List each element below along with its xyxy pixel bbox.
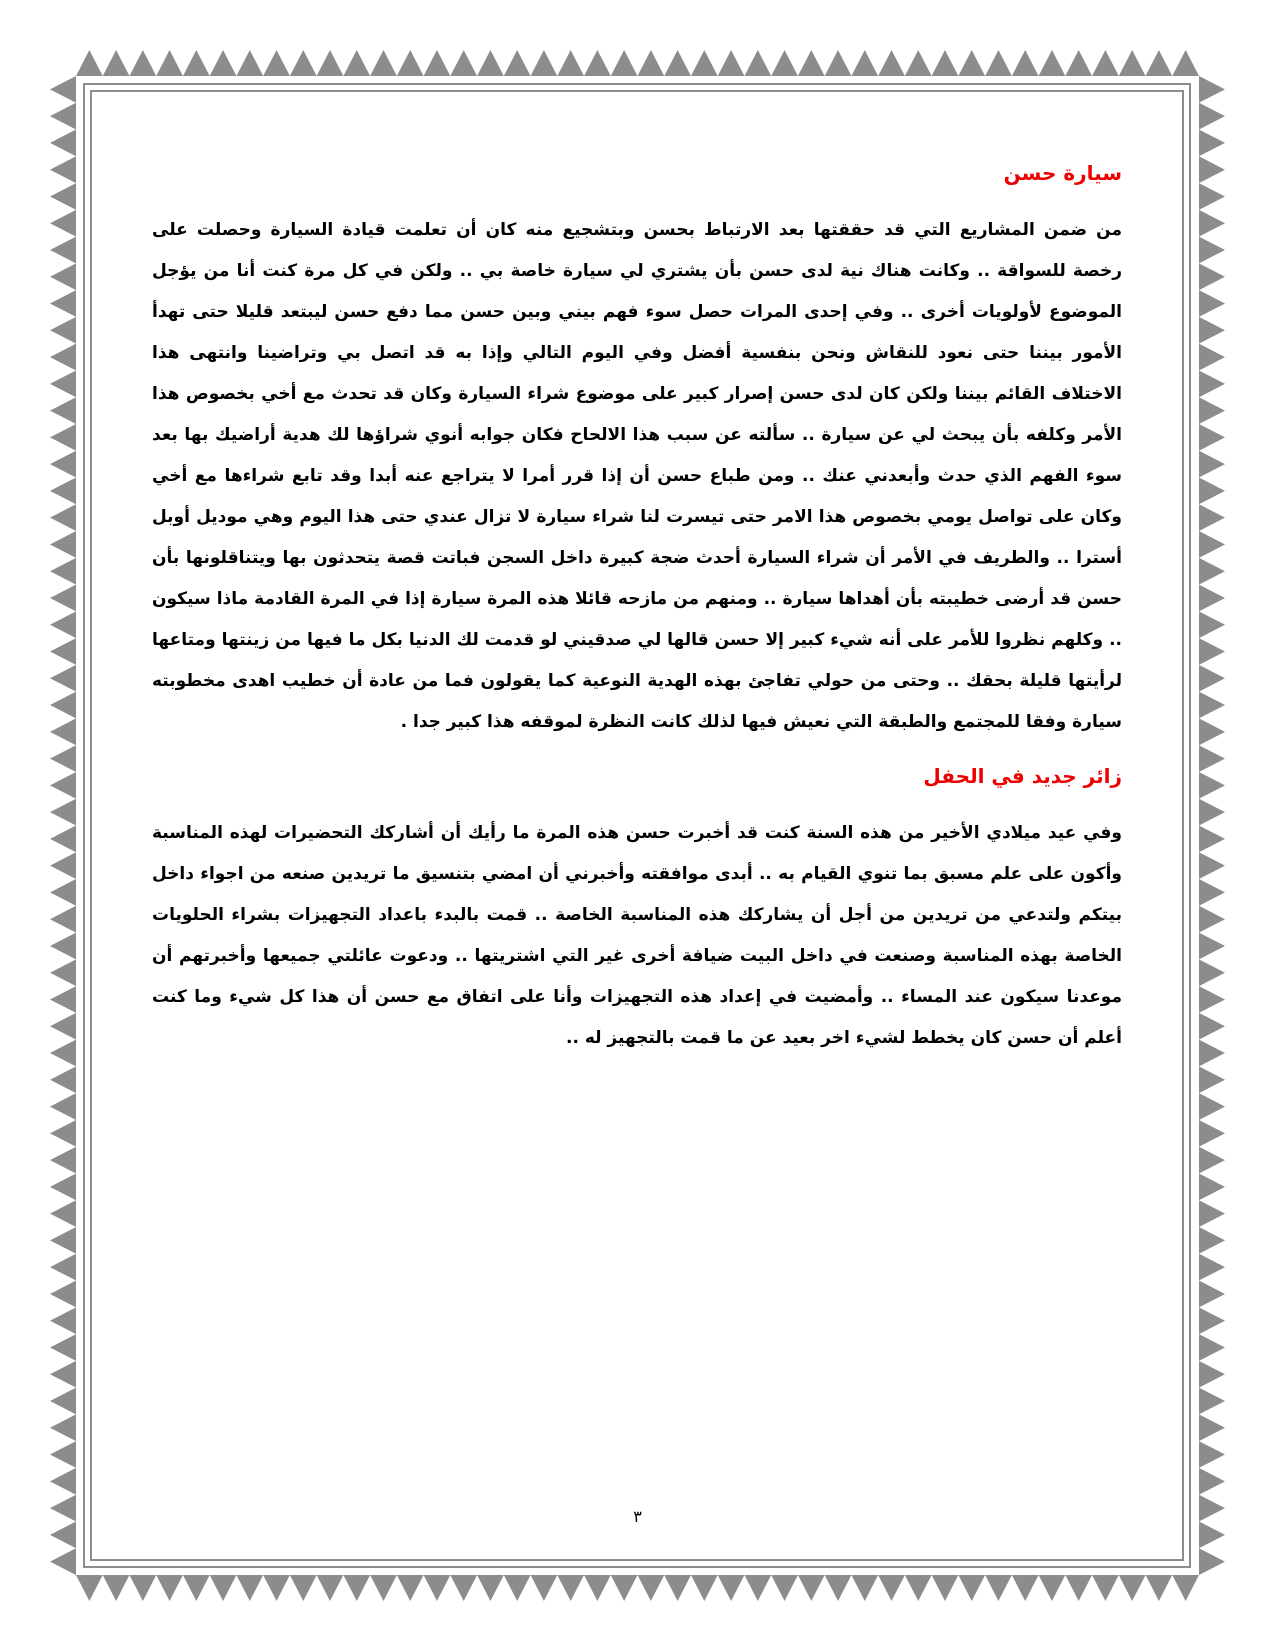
border-triangle-left xyxy=(50,772,76,799)
border-triangle-right xyxy=(1199,1388,1225,1415)
border-triangle-left xyxy=(50,210,76,237)
border-triangle-right xyxy=(1199,1120,1225,1147)
border-triangle-left xyxy=(50,665,76,692)
border-triangle-bottom xyxy=(691,1575,718,1601)
border-triangle-top xyxy=(450,50,477,76)
border-triangle-right xyxy=(1199,1254,1225,1281)
border-triangle-left xyxy=(50,1254,76,1281)
border-triangle-right xyxy=(1199,772,1225,799)
border-triangle-bottom xyxy=(343,1575,370,1601)
border-triangle-bottom xyxy=(905,1575,932,1601)
border-triangle-right xyxy=(1199,478,1225,505)
border-triangle-left xyxy=(50,290,76,317)
border-triangle-right xyxy=(1199,611,1225,638)
border-triangle-bottom xyxy=(1065,1575,1092,1601)
border-triangle-left xyxy=(50,1227,76,1254)
border-triangle-bottom xyxy=(129,1575,156,1601)
border-triangle-left xyxy=(50,370,76,397)
border-triangle-right xyxy=(1199,1307,1225,1334)
paragraph-birthday-story: وفي عيد ميلادي الأخير من هذه السنة كنت قد أخبرت حسن هذه المرة ما رأيك أن أشاركك التحضيرات لهذه المناسبة وأكون على علم مسبق بما تنوي القيام به .. أبدى موافقته وأخبرني أن امضي بتنسيق ما تريدين صنعه من اجواء داخل بيتكم ولتدعي من تريدين من أجل أن يشاركك هذه المناسبة الخاصة .. قمت بالبدء باعداد التجهيزات بشراء الحلويات الخاصة بهذه المناسبة وصنعت في داخل البيت ضيافة أخرى غير التي اشتريتها .. ودعوت عائلتي جميعها وأخبرتهم أن موعدنا سيكون عند المساء .. وأمضيت في إعداد هذه التجهيزات وأنا على اتفاق مع حسن أن هذا كل شيء وما كنت أعلم أن حسن كان يخطط لشيء اخر بعيد عن ما قمت بالتجهيز له .. xyxy=(152,823,1122,1048)
border-triangle-bottom xyxy=(290,1575,317,1601)
border-triangle-top xyxy=(397,50,424,76)
border-triangle-bottom xyxy=(263,1575,290,1601)
border-triangle-left xyxy=(50,1468,76,1495)
border-triangle-left xyxy=(50,933,76,960)
border-triangle-right xyxy=(1199,558,1225,585)
border-triangle-top xyxy=(477,50,504,76)
border-triangle-right xyxy=(1199,1548,1225,1575)
border-triangle-right xyxy=(1199,317,1225,344)
border-triangle-right xyxy=(1199,1147,1225,1174)
border-triangle-top xyxy=(744,50,771,76)
border-triangle-top xyxy=(504,50,531,76)
border-triangle-top xyxy=(985,50,1012,76)
border-triangle-bottom xyxy=(450,1575,477,1601)
border-triangle-top xyxy=(851,50,878,76)
border-triangle-left xyxy=(50,317,76,344)
border-triangle-top xyxy=(1119,50,1146,76)
border-triangle-bottom xyxy=(798,1575,825,1601)
border-triangle-bottom xyxy=(825,1575,852,1601)
border-triangle-left xyxy=(50,424,76,451)
border-triangle-right xyxy=(1199,344,1225,371)
border-triangle-right xyxy=(1199,1200,1225,1227)
border-triangle-bottom xyxy=(370,1575,397,1601)
border-triangle-bottom xyxy=(744,1575,771,1601)
border-triangle-top xyxy=(878,50,905,76)
border-triangle-right xyxy=(1199,183,1225,210)
border-triangle-right xyxy=(1199,1361,1225,1388)
border-triangle-left xyxy=(50,156,76,183)
border-triangle-top xyxy=(932,50,959,76)
border-triangle-bottom xyxy=(1092,1575,1119,1601)
border-triangle-left xyxy=(50,638,76,665)
border-triangle-top xyxy=(183,50,210,76)
border-triangle-bottom xyxy=(236,1575,263,1601)
border-triangle-left xyxy=(50,1013,76,1040)
border-triangle-left xyxy=(50,852,76,879)
border-triangle-bottom xyxy=(103,1575,130,1601)
border-triangle-bottom xyxy=(397,1575,424,1601)
border-triangle-top xyxy=(1092,50,1119,76)
border-triangle-top xyxy=(103,50,130,76)
border-triangle-right xyxy=(1199,933,1225,960)
border-triangle-left xyxy=(50,1334,76,1361)
border-triangle-top xyxy=(129,50,156,76)
border-triangle-left xyxy=(50,397,76,424)
border-triangle-left xyxy=(50,263,76,290)
border-triangle-bottom xyxy=(1012,1575,1039,1601)
border-triangle-right xyxy=(1199,826,1225,853)
border-triangle-bottom xyxy=(424,1575,451,1601)
border-triangle-left xyxy=(50,826,76,853)
border-triangle-right xyxy=(1199,585,1225,612)
border-triangle-right xyxy=(1199,290,1225,317)
border-triangle-right xyxy=(1199,76,1225,103)
border-triangle-right xyxy=(1199,986,1225,1013)
border-triangle-left xyxy=(50,692,76,719)
border-triangle-bottom xyxy=(1119,1575,1146,1601)
border-triangle-left xyxy=(50,103,76,130)
border-triangle-left xyxy=(50,1361,76,1388)
border-triangle-bottom xyxy=(718,1575,745,1601)
border-triangle-left xyxy=(50,718,76,745)
border-triangle-right xyxy=(1199,1468,1225,1495)
border-triangle-top xyxy=(1146,50,1173,76)
border-triangle-left xyxy=(50,1200,76,1227)
border-triangle-right xyxy=(1199,531,1225,558)
border-triangle-top xyxy=(236,50,263,76)
border-triangle-left xyxy=(50,745,76,772)
border-triangle-top xyxy=(958,50,985,76)
border-triangle-bottom xyxy=(771,1575,798,1601)
document-body xyxy=(152,138,1122,1528)
border-triangle-right xyxy=(1199,665,1225,692)
border-triangle-right xyxy=(1199,263,1225,290)
border-triangle-right xyxy=(1199,1227,1225,1254)
border-triangle-bottom xyxy=(664,1575,691,1601)
border-triangle-top xyxy=(1012,50,1039,76)
border-triangle-right xyxy=(1199,130,1225,157)
border-triangle-right xyxy=(1199,745,1225,772)
border-triangle-bottom xyxy=(210,1575,237,1601)
border-triangle-bottom xyxy=(1172,1575,1199,1601)
border-triangle-left xyxy=(50,879,76,906)
border-triangle-left xyxy=(50,130,76,157)
border-triangle-top xyxy=(290,50,317,76)
border-triangle-bottom xyxy=(958,1575,985,1601)
border-triangle-right xyxy=(1199,156,1225,183)
border-triangle-bottom xyxy=(1146,1575,1173,1601)
border-triangle-right xyxy=(1199,1281,1225,1308)
border-triangle-right xyxy=(1199,397,1225,424)
border-triangle-bottom xyxy=(156,1575,183,1601)
border-triangle-right xyxy=(1199,1414,1225,1441)
border-triangle-bottom xyxy=(504,1575,531,1601)
border-triangle-left xyxy=(50,585,76,612)
border-triangle-left xyxy=(50,478,76,505)
border-triangle-right xyxy=(1199,504,1225,531)
border-triangle-right xyxy=(1199,103,1225,130)
border-triangle-top xyxy=(557,50,584,76)
border-triangle-bottom xyxy=(1039,1575,1066,1601)
border-triangle-right xyxy=(1199,1441,1225,1468)
border-triangle-left xyxy=(50,1120,76,1147)
section-heading-new-visitor: زائر جديد في الحفل xyxy=(923,764,1122,788)
border-triangle-top xyxy=(76,50,103,76)
border-triangle-bottom xyxy=(878,1575,905,1601)
border-triangle-top xyxy=(664,50,691,76)
section-heading-car: سيارة حسن xyxy=(1003,161,1122,185)
border-triangle-right xyxy=(1199,370,1225,397)
border-triangle-left xyxy=(50,504,76,531)
border-triangle-left xyxy=(50,1066,76,1093)
border-triangle-right xyxy=(1199,1334,1225,1361)
border-triangle-top xyxy=(424,50,451,76)
border-triangle-top xyxy=(210,50,237,76)
border-triangle-bottom xyxy=(477,1575,504,1601)
border-triangle-bottom xyxy=(985,1575,1012,1601)
border-triangle-left xyxy=(50,451,76,478)
border-triangle-top xyxy=(1172,50,1199,76)
border-triangle-right xyxy=(1199,718,1225,745)
border-triangle-top xyxy=(531,50,558,76)
border-triangle-bottom xyxy=(611,1575,638,1601)
border-triangle-bottom xyxy=(851,1575,878,1601)
border-triangle-bottom xyxy=(531,1575,558,1601)
border-triangle-right xyxy=(1199,852,1225,879)
border-triangle-right xyxy=(1199,692,1225,719)
border-triangle-right xyxy=(1199,1013,1225,1040)
border-triangle-bottom xyxy=(557,1575,584,1601)
border-triangle-top xyxy=(611,50,638,76)
border-triangle-top xyxy=(1065,50,1092,76)
border-triangle-top xyxy=(584,50,611,76)
border-triangle-left xyxy=(50,1281,76,1308)
border-triangle-top xyxy=(343,50,370,76)
border-triangle-right xyxy=(1199,799,1225,826)
border-triangle-left xyxy=(50,76,76,103)
border-triangle-left xyxy=(50,1414,76,1441)
paragraph-car-story: من ضمن المشاريع التي قد حققتها بعد الارتباط بحسن وبتشجيع منه كان أن تعلمت قيادة السيارة وحصلت على رخصة للسواقة .. وكانت هناك نية لدى حسن بأن يشتري لي سيارة خاصة بي .. ولكن في كل مرة كنت أنا من يؤجل الموضوع لأولويات أخرى .. وفي إحدى المرات حصل سوء فهم بيني وبين حسن مما دفع حسن ليبتعد قليلا حتى تهدأ الأمور بيننا حتى نعود للنقاش ونحن بنفسية أفضل وفي اليوم التالي وإذا به قد اتصل بي وتراضينا وانتهى هذا الاختلاف القائم بيننا ولكن كان لدى حسن إصرار كبير على موضوع شراء السيارة وكان قد تحدث مع أخي بخصوص هذا الأمر وكلفه بأن يبحث لي عن سيارة .. سألته عن سبب هذا الالحاح فكان جوابه أنوي شراؤها لك هدية أراضيك بها بعد سوء الفهم الذي حدث وأبعدني عنك .. ومن طباع حسن أن إذا قرر أمرا لا يتراجع عنه أبدا وقد تابع شراءها مع أخي وكان على تواصل يومي بخصوص هذا الامر حتى تيسرت لنا شراء سيارة لا تزال عندي حتى هذا اليوم وهي موديل أوبل أسترا .. والطريف في الأمر أن شراء السيارة أحدث ضجة كبيرة داخل السجن فباتت قصة يتحدثون بها ويتناقلونها بأن حسن قد أرضى خطيبته بأن أهداها سيارة .. ومنهم من مازحه قائلا هذه المرة سيارة إذا في المرة القادمة ماذا سيكون .. وكلهم نظروا للأمر على أنه شيء كبير إلا حسن قالها لي صدقيني لو قدمت لك الدنيا بكل ما فيها من زينتها ومتاعها لرأيتها قليلة بحقك .. وحتى من حولي تفاجئ بهذه الهدية النوعية كما يقولون فما من عادة أن خطيب اهدى مخطوبته سيارة وفقا للمجتمع والطبقة التي نعيش فيها لذلك كانت النظرة لموقفه هذا كبير جدا . xyxy=(152,220,1122,732)
border-triangle-left xyxy=(50,959,76,986)
border-triangle-bottom xyxy=(584,1575,611,1601)
border-triangle-top xyxy=(317,50,344,76)
border-triangle-right xyxy=(1199,906,1225,933)
border-triangle-top xyxy=(1039,50,1066,76)
border-triangle-left xyxy=(50,1147,76,1174)
border-triangle-top xyxy=(156,50,183,76)
border-triangle-left xyxy=(50,1548,76,1575)
border-triangle-right xyxy=(1199,237,1225,264)
border-triangle-left xyxy=(50,986,76,1013)
border-triangle-left xyxy=(50,558,76,585)
border-triangle-right xyxy=(1199,638,1225,665)
border-triangle-left xyxy=(50,1093,76,1120)
border-triangle-right xyxy=(1199,424,1225,451)
border-triangle-top xyxy=(263,50,290,76)
border-triangle-left xyxy=(50,531,76,558)
border-triangle-top xyxy=(718,50,745,76)
border-triangle-top xyxy=(771,50,798,76)
border-triangle-left xyxy=(50,1441,76,1468)
border-triangle-top xyxy=(905,50,932,76)
border-triangle-bottom xyxy=(932,1575,959,1601)
border-triangle-right xyxy=(1199,451,1225,478)
border-triangle-left xyxy=(50,799,76,826)
border-triangle-right xyxy=(1199,1040,1225,1067)
border-triangle-right xyxy=(1199,1173,1225,1200)
border-triangle-left xyxy=(50,906,76,933)
border-triangle-right xyxy=(1199,1066,1225,1093)
page-number: ٣ xyxy=(633,1507,642,1526)
border-triangle-left xyxy=(50,1388,76,1415)
border-triangle-right xyxy=(1199,210,1225,237)
border-triangle-right xyxy=(1199,879,1225,906)
border-triangle-left xyxy=(50,1307,76,1334)
border-triangle-left xyxy=(50,237,76,264)
border-triangle-right xyxy=(1199,959,1225,986)
border-triangle-top xyxy=(825,50,852,76)
border-triangle-bottom xyxy=(317,1575,344,1601)
border-triangle-left xyxy=(50,344,76,371)
border-triangle-left xyxy=(50,1040,76,1067)
border-triangle-top xyxy=(638,50,665,76)
border-triangle-top xyxy=(691,50,718,76)
border-triangle-left xyxy=(50,1173,76,1200)
border-triangle-bottom xyxy=(183,1575,210,1601)
border-triangle-right xyxy=(1199,1093,1225,1120)
border-triangle-bottom xyxy=(638,1575,665,1601)
border-triangle-top xyxy=(370,50,397,76)
border-triangle-left xyxy=(50,183,76,210)
border-triangle-top xyxy=(798,50,825,76)
border-triangle-left xyxy=(50,611,76,638)
border-triangle-bottom xyxy=(76,1575,103,1601)
